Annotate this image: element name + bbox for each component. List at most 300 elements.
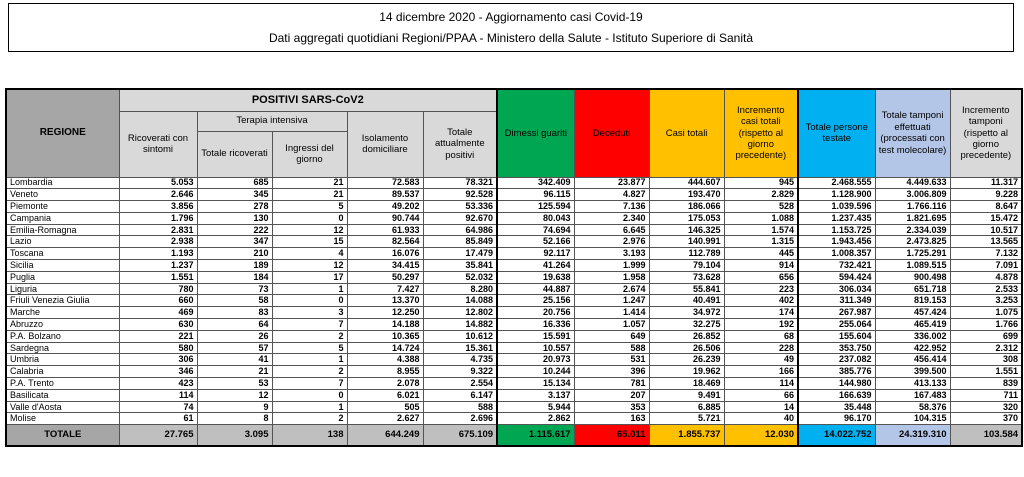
value-cell: 1.999 [574,260,649,272]
value-cell: 345 [197,189,272,201]
column-header-deceduti: Deceduti [574,89,649,177]
value-cell: 711 [950,389,1022,401]
value-cell: 223 [724,283,798,295]
value-cell: 311.349 [798,295,875,307]
value-cell: 422.952 [875,342,950,354]
value-cell: 64.986 [423,224,497,236]
value-cell: 14.882 [423,319,497,331]
value-cell: 3.137 [497,389,574,401]
value-cell: 1.075 [950,307,1022,319]
value-cell: 19.962 [649,366,724,378]
value-cell: 32.275 [649,319,724,331]
value-cell: 945 [724,177,798,189]
value-cell: 25.156 [497,295,574,307]
region-name-cell: Veneto [6,189,119,201]
value-cell: 184 [197,271,272,283]
totals-value-cell: 27.765 [119,425,197,446]
totals-value-cell: 1.855.737 [649,425,724,446]
value-cell: 336.002 [875,330,950,342]
value-cell: 83 [197,307,272,319]
value-cell: 423 [119,378,197,390]
value-cell: 66 [724,389,798,401]
value-cell: 1.551 [119,271,197,283]
value-cell: 20.973 [497,354,574,366]
column-header-totale-persone-testate: Totale persone testate [798,89,875,177]
table-body [6,177,1022,446]
value-cell: 61.933 [347,224,423,236]
table-row [6,354,1022,366]
value-cell: 6.885 [649,401,724,413]
value-cell: 3 [272,307,347,319]
value-cell: 104.315 [875,413,950,425]
report-title-line1: 14 dicembre 2020 - Aggiornamento casi Covid-19 [379,10,643,25]
value-cell: 445 [724,248,798,260]
value-cell: 20.756 [497,307,574,319]
region-name-cell: Emilia-Romagna [6,224,119,236]
value-cell: 353.750 [798,342,875,354]
value-cell: 819.153 [875,295,950,307]
value-cell: 10.365 [347,330,423,342]
table-row [6,401,1022,413]
value-cell: 7.132 [950,248,1022,260]
value-cell: 12 [272,260,347,272]
value-cell: 13.370 [347,295,423,307]
value-cell: 1.414 [574,307,649,319]
column-header-regione: REGIONE [6,89,119,177]
value-cell: 1.088 [724,212,798,224]
value-cell: 15.472 [950,212,1022,224]
region-name-cell: Valle d'Aosta [6,401,119,413]
value-cell: 130 [197,212,272,224]
region-name-cell: P.A. Bolzano [6,330,119,342]
value-cell: 2.938 [119,236,197,248]
value-cell: 1.247 [574,295,649,307]
value-cell: 175.053 [649,212,724,224]
region-name-cell: Sicilia [6,260,119,272]
table-row [6,307,1022,319]
value-cell: 2.646 [119,189,197,201]
column-header-isolamento-domiciliare: Isolamento domiciliare [347,111,423,177]
value-cell: 12 [197,389,272,401]
table-row [6,413,1022,425]
value-cell: 685 [197,177,272,189]
region-name-cell: Lazio [6,236,119,248]
value-cell: 2 [272,413,347,425]
value-cell: 222 [197,224,272,236]
table-row [6,248,1022,260]
value-cell: 5.721 [649,413,724,425]
value-cell: 267.987 [798,307,875,319]
value-cell: 40 [724,413,798,425]
value-cell: 44.887 [497,283,574,295]
value-cell: 14 [724,401,798,413]
value-cell: 16.336 [497,319,574,331]
value-cell: 5.944 [497,401,574,413]
value-cell: 456.414 [875,354,950,366]
value-cell: 5 [272,342,347,354]
value-cell: 9 [197,401,272,413]
column-header-incremento-casi-totali: Incremento casi totali (rispetto al giorno precedente) [724,89,798,177]
value-cell: 306 [119,354,197,366]
value-cell: 58 [197,295,272,307]
value-cell: 699 [950,330,1022,342]
value-cell: 7.427 [347,283,423,295]
value-cell: 588 [574,342,649,354]
value-cell: 402 [724,295,798,307]
value-cell: 320 [950,401,1022,413]
value-cell: 396 [574,366,649,378]
value-cell: 73 [197,283,272,295]
value-cell: 17 [272,271,347,283]
table-row [6,236,1022,248]
totals-row [6,425,1022,446]
value-cell: 465.419 [875,319,950,331]
value-cell: 19.638 [497,271,574,283]
value-cell: 444.607 [649,177,724,189]
value-cell: 2.862 [497,413,574,425]
value-cell: 1.057 [574,319,649,331]
value-cell: 385.776 [798,366,875,378]
value-cell: 74 [119,401,197,413]
value-cell: 114 [119,389,197,401]
value-cell: 34.972 [649,307,724,319]
totals-value-cell: 14.022.752 [798,425,875,446]
value-cell: 221 [119,330,197,342]
value-cell: 16.076 [347,248,423,260]
value-cell: 353 [574,401,649,413]
value-cell: 1.193 [119,248,197,260]
table-row [6,271,1022,283]
table-row [6,342,1022,354]
value-cell: 21 [272,189,347,201]
value-cell: 8.280 [423,283,497,295]
value-cell: 166 [724,366,798,378]
value-cell: 342.409 [497,177,574,189]
value-cell: 15.134 [497,378,574,390]
value-cell: 146.325 [649,224,724,236]
region-name-cell: Toscana [6,248,119,260]
value-cell: 17.479 [423,248,497,260]
value-cell: 2.674 [574,283,649,295]
value-cell: 207 [574,389,649,401]
value-cell: 1.943.456 [798,236,875,248]
value-cell: 26.506 [649,342,724,354]
value-cell: 35.841 [423,260,497,272]
value-cell: 40.491 [649,295,724,307]
value-cell: 114 [724,378,798,390]
value-cell: 1.766.116 [875,201,950,213]
value-cell: 26.239 [649,354,724,366]
value-cell: 174 [724,307,798,319]
value-cell: 399.500 [875,366,950,378]
value-cell: 1.796 [119,212,197,224]
value-cell: 1.315 [724,236,798,248]
value-cell: 52.032 [423,271,497,283]
value-cell: 1 [272,283,347,295]
value-cell: 10.612 [423,330,497,342]
region-name-cell: P.A. Trento [6,378,119,390]
value-cell: 2.334.039 [875,224,950,236]
totals-value-cell: 103.584 [950,425,1022,446]
value-cell: 4.388 [347,354,423,366]
value-cell: 2 [272,330,347,342]
value-cell: 49.202 [347,201,423,213]
table-row [6,319,1022,331]
value-cell: 660 [119,295,197,307]
region-name-cell: Campania [6,212,119,224]
value-cell: 1.551 [950,366,1022,378]
value-cell: 82.564 [347,236,423,248]
report-title-line2: Dati aggregati quotidiani Regioni/PPAA - Ministero della Salute - Istituto Superiore di Sanità [268,30,754,45]
region-name-cell: Basilicata [6,389,119,401]
region-name-cell: Friuli Venezia Giulia [6,295,119,307]
value-cell: 278 [197,201,272,213]
value-cell: 8.647 [950,201,1022,213]
value-cell: 469 [119,307,197,319]
value-cell: 10.517 [950,224,1022,236]
region-name-cell: Umbria [6,354,119,366]
table-header [6,89,1022,177]
value-cell: 649 [574,330,649,342]
value-cell: 2.340 [574,212,649,224]
value-cell: 839 [950,378,1022,390]
value-cell: 6.147 [423,389,497,401]
column-header-totale-ricoverati: Totale ricoverati [197,131,272,177]
value-cell: 92.117 [497,248,574,260]
value-cell: 505 [347,401,423,413]
value-cell: 26.852 [649,330,724,342]
totals-label-cell: TOTALE [6,425,119,446]
totals-value-cell: 138 [272,425,347,446]
value-cell: 8.955 [347,366,423,378]
totals-value-cell: 675.109 [423,425,497,446]
value-cell: 96.115 [497,189,574,201]
region-name-cell: Piemonte [6,201,119,213]
totals-value-cell: 12.030 [724,425,798,446]
value-cell: 8 [197,413,272,425]
value-cell: 11.317 [950,177,1022,189]
value-cell: 7.136 [574,201,649,213]
value-cell: 4 [272,248,347,260]
value-cell: 12.802 [423,307,497,319]
value-cell: 781 [574,378,649,390]
value-cell: 9.491 [649,389,724,401]
value-cell: 14.088 [423,295,497,307]
value-cell: 112.789 [649,248,724,260]
value-cell: 4.827 [574,189,649,201]
value-cell: 1.237.435 [798,212,875,224]
value-cell: 580 [119,342,197,354]
value-cell: 2.533 [950,283,1022,295]
value-cell: 346 [119,366,197,378]
column-group-positivi-sars-cov2: POSITIVI SARS-CoV2 [119,89,497,111]
column-header-ingressi-del-giorno: Ingressi del giorno [272,131,347,177]
table-row [6,330,1022,342]
region-name-cell: Abruzzo [6,319,119,331]
value-cell: 125.594 [497,201,574,213]
value-cell: 26 [197,330,272,342]
value-cell: 61 [119,413,197,425]
value-cell: 166.639 [798,389,875,401]
value-cell: 140.991 [649,236,724,248]
value-cell: 732.421 [798,260,875,272]
value-cell: 1.574 [724,224,798,236]
value-cell: 914 [724,260,798,272]
value-cell: 2.696 [423,413,497,425]
totals-value-cell: 644.249 [347,425,423,446]
value-cell: 92.528 [423,189,497,201]
value-cell: 0 [272,212,347,224]
value-cell: 74.694 [497,224,574,236]
column-header-ricoverati-con-sintomi: Ricoverati con sintomi [119,111,197,177]
value-cell: 64 [197,319,272,331]
value-cell: 96.170 [798,413,875,425]
value-cell: 531 [574,354,649,366]
value-cell: 53 [197,378,272,390]
value-cell: 2.831 [119,224,197,236]
totals-value-cell: 24.319.310 [875,425,950,446]
value-cell: 2.554 [423,378,497,390]
value-cell: 193.470 [649,189,724,201]
report-header [8,3,1014,52]
value-cell: 52.166 [497,236,574,248]
value-cell: 2.473.825 [875,236,950,248]
table-row [6,189,1022,201]
value-cell: 192 [724,319,798,331]
region-name-cell: Lombardia [6,177,119,189]
value-cell: 21 [272,177,347,189]
value-cell: 6.021 [347,389,423,401]
value-cell: 3.193 [574,248,649,260]
value-cell: 228 [724,342,798,354]
value-cell: 1 [272,354,347,366]
value-cell: 13.565 [950,236,1022,248]
value-cell: 656 [724,271,798,283]
column-header-totale-tamponi: Totale tamponi effettuati (processati con test molecolare) [875,89,950,177]
value-cell: 73.628 [649,271,724,283]
value-cell: 2.078 [347,378,423,390]
value-cell: 53.336 [423,201,497,213]
table-row [6,295,1022,307]
value-cell: 10.244 [497,366,574,378]
value-cell: 4.878 [950,271,1022,283]
value-cell: 68 [724,330,798,342]
value-cell: 41.264 [497,260,574,272]
value-cell: 18.469 [649,378,724,390]
value-cell: 155.604 [798,330,875,342]
value-cell: 651.718 [875,283,950,295]
value-cell: 90.744 [347,212,423,224]
value-cell: 14.188 [347,319,423,331]
value-cell: 630 [119,319,197,331]
value-cell: 49 [724,354,798,366]
value-cell: 4.735 [423,354,497,366]
value-cell: 15.361 [423,342,497,354]
value-cell: 2 [272,366,347,378]
value-cell: 588 [423,401,497,413]
value-cell: 50.297 [347,271,423,283]
value-cell: 7 [272,319,347,331]
value-cell: 308 [950,354,1022,366]
covid-data-table [5,88,1023,447]
value-cell: 347 [197,236,272,248]
value-cell: 79.104 [649,260,724,272]
table-row [6,283,1022,295]
value-cell: 7.091 [950,260,1022,272]
totals-value-cell: 65.011 [574,425,649,446]
value-cell: 457.424 [875,307,950,319]
value-cell: 21 [197,366,272,378]
value-cell: 900.498 [875,271,950,283]
value-cell: 55.841 [649,283,724,295]
value-cell: 1.766 [950,319,1022,331]
value-cell: 1.008.357 [798,248,875,260]
table-row [6,389,1022,401]
column-subgroup-terapia-intensiva: Terapia intensiva [197,111,347,131]
column-header-dimessi-guariti: Dimessi guariti [497,89,574,177]
value-cell: 1.039.596 [798,201,875,213]
value-cell: 35.448 [798,401,875,413]
value-cell: 1.725.291 [875,248,950,260]
value-cell: 1 [272,401,347,413]
value-cell: 7 [272,378,347,390]
table-row [6,177,1022,189]
value-cell: 1.153.725 [798,224,875,236]
value-cell: 2.312 [950,342,1022,354]
value-cell: 1.089.515 [875,260,950,272]
value-cell: 237.082 [798,354,875,366]
value-cell: 2.627 [347,413,423,425]
value-cell: 89.537 [347,189,423,201]
column-header-totale-attualmente-positivi: Totale attualmente positivi [423,111,497,177]
value-cell: 594.424 [798,271,875,283]
value-cell: 186.066 [649,201,724,213]
value-cell: 167.483 [875,389,950,401]
value-cell: 1.237 [119,260,197,272]
value-cell: 306.034 [798,283,875,295]
value-cell: 15.591 [497,330,574,342]
table-row [6,212,1022,224]
value-cell: 85.849 [423,236,497,248]
value-cell: 528 [724,201,798,213]
value-cell: 3.856 [119,201,197,213]
value-cell: 14.724 [347,342,423,354]
value-cell: 41 [197,354,272,366]
value-cell: 9.322 [423,366,497,378]
value-cell: 163 [574,413,649,425]
region-name-cell: Marche [6,307,119,319]
region-name-cell: Sardegna [6,342,119,354]
value-cell: 6.645 [574,224,649,236]
value-cell: 0 [272,389,347,401]
value-cell: 0 [272,295,347,307]
region-name-cell: Puglia [6,271,119,283]
value-cell: 58.376 [875,401,950,413]
region-name-cell: Molise [6,413,119,425]
value-cell: 9.228 [950,189,1022,201]
region-name-cell: Liguria [6,283,119,295]
value-cell: 4.449.633 [875,177,950,189]
value-cell: 370 [950,413,1022,425]
table-row [6,366,1022,378]
value-cell: 10.557 [497,342,574,354]
value-cell: 3.006.809 [875,189,950,201]
value-cell: 255.064 [798,319,875,331]
value-cell: 34.415 [347,260,423,272]
value-cell: 2.829 [724,189,798,201]
table-row [6,201,1022,213]
value-cell: 72.583 [347,177,423,189]
